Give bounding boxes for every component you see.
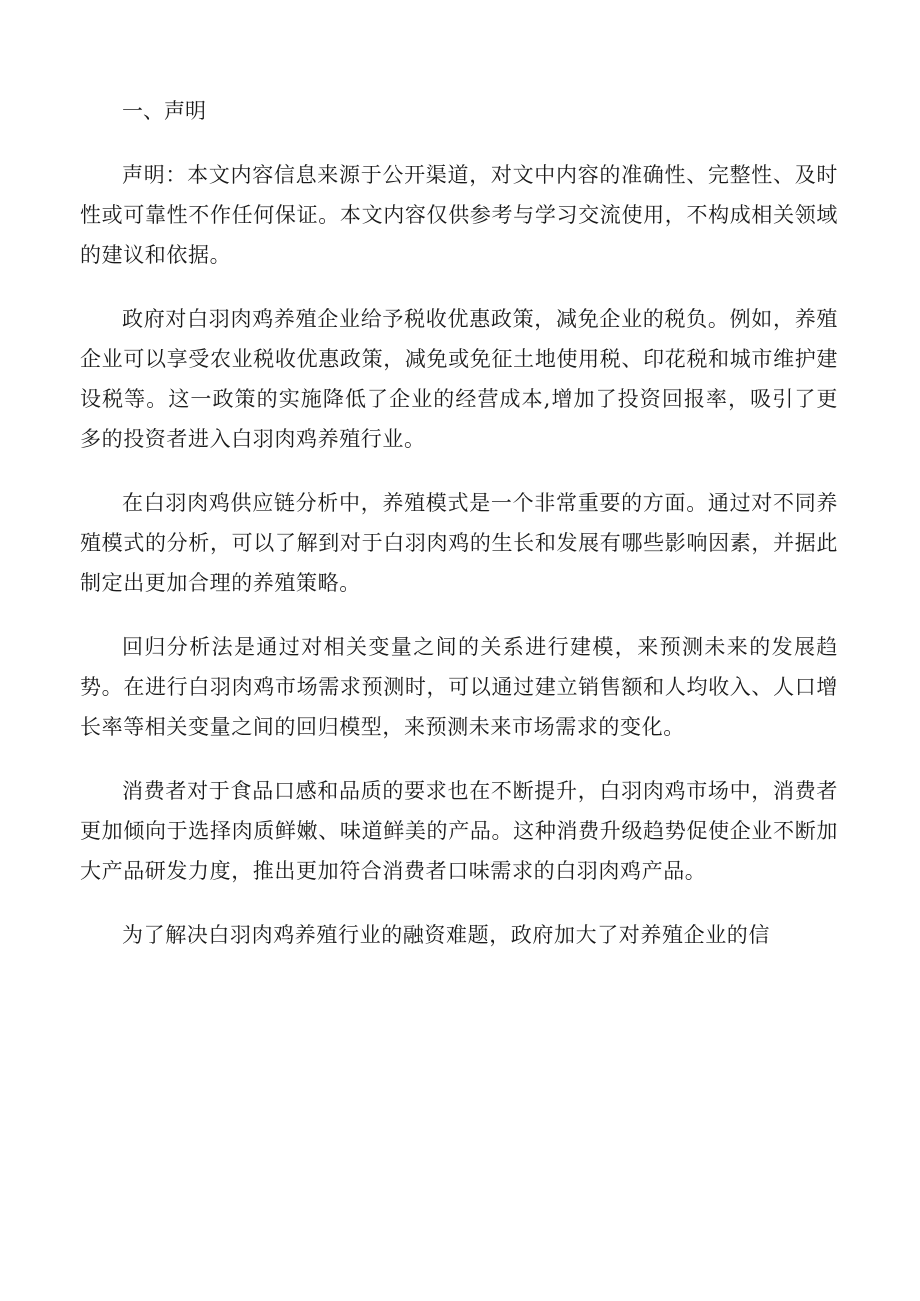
paragraph-financing: 为了解决白羽肉鸡养殖行业的融资难题，政府加大了对养殖企业的信 <box>122 923 770 947</box>
section-heading: 一、声明 <box>122 99 206 123</box>
paragraph-regression-analysis: 回归分析法是通过对相关变量之间的关系进行建模，来预测未来的发展趋势。在进行白羽肉鸡市场需求预测时，可以通过建立销售额和人均收入、人口增长率等相关变量之间的回归模型，来预测未来市场需求的变化。 <box>80 635 838 739</box>
paragraph-consumer-demand: 消费者对于食品口感和品质的要求也在不断提升，白羽肉鸡市场中，消费者更加倾向于选择肉质鲜嫩、味道鲜美的产品。这种消费升级趋势促使企业不断加大产品研发力度，推出更加符合消费者口味需求的白羽肉鸡产品。 <box>80 779 838 883</box>
paragraph-breeding-mode: 在白羽肉鸡供应链分析中，养殖模式是一个非常重要的方面。通过对不同养殖模式的分析，可以了解到对于白羽肉鸡的生长和发展有哪些影响因素，并据此制定出更加合理的养殖策略。 <box>80 491 838 595</box>
paragraph-tax-policy: 政府对白羽肉鸡养殖企业给予税收优惠政策，减免企业的税负。例如，养殖企业可以享受农业税收优惠政策，减免或免征土地使用税、印花税和城市维护建设税等。这一政策的实施降低了企业的经营成本,增加了投资回报率，吸引了更多的投资者进入白羽肉鸡养殖行业。 <box>80 307 838 451</box>
paragraph-disclaimer: 声明：本文内容信息来源于公开渠道，对文中内容的准确性、完整性、及时性或可靠性不作任何保证。本文内容仅供参考与学习交流使用，不构成相关领域的建议和依据。 <box>80 163 838 267</box>
